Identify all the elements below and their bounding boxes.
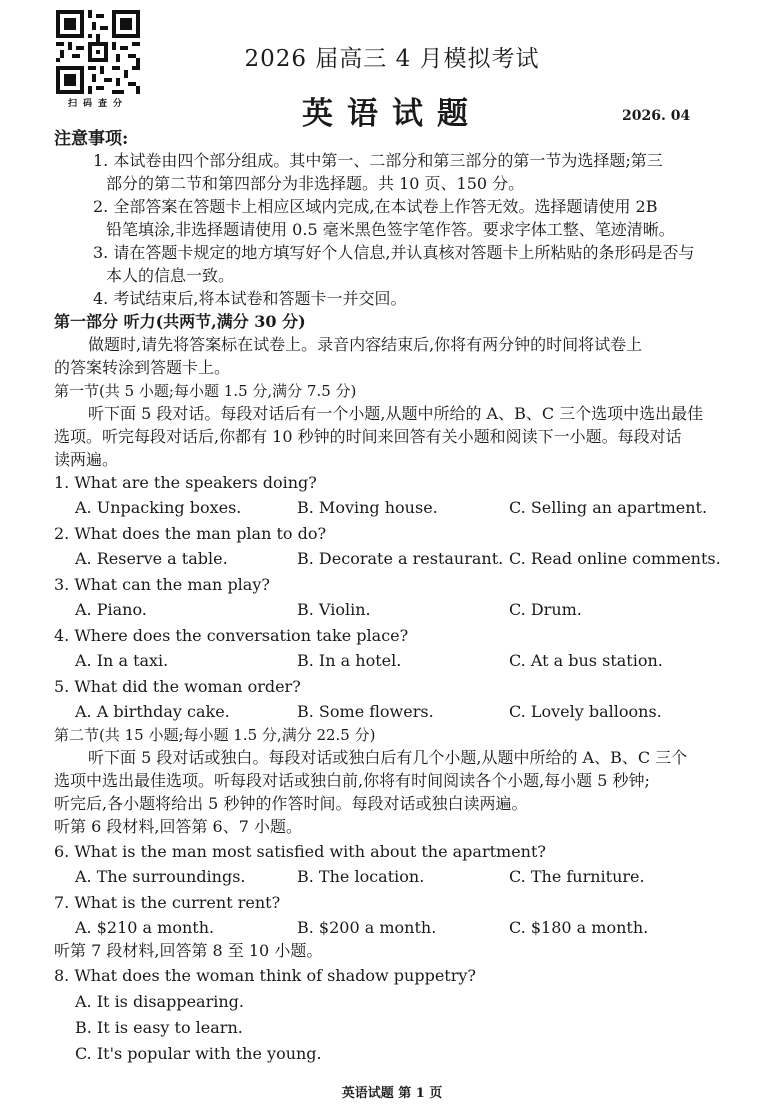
- option-b: B. In a hotel.: [297, 651, 402, 670]
- option-c: C. Selling an apartment.: [509, 498, 708, 517]
- option-b: B. Moving house.: [297, 498, 438, 517]
- option-a: A. It is disappearing.: [75, 992, 244, 1011]
- question-6: 6. What is the man most satisfied with about the apartment?: [54, 842, 546, 861]
- paper-title: 英语试题: [302, 96, 482, 132]
- notice-line: 1. 本试卷由四个部分组成。其中第一、二部分和第三部分的第一节为选择题;第三: [93, 151, 663, 170]
- material-6-note: 听第 6 段材料,回答第 6、7 小题。: [54, 817, 302, 836]
- section2-intro: 听下面 5 段对话或独白。每段对话或独白后有几个小题,从题中所给的 A、B、C 三个: [88, 748, 688, 767]
- option-b: B. $200 a month.: [297, 918, 437, 937]
- notice-title: 注意事项:: [54, 129, 129, 149]
- notice-line: 本人的信息一致。: [106, 266, 235, 285]
- option-c: C. Lovely balloons.: [509, 702, 662, 721]
- question-2: 2. What does the man plan to do?: [54, 524, 327, 543]
- option-a: A. Piano.: [75, 600, 147, 619]
- notice-line: 4. 考试结束后,将本试卷和答题卡一并交回。: [93, 289, 407, 308]
- section2-intro: 选项中选出最佳选项。听每段对话或独白前,你将有时间阅读各个小题,每小题 5 秒钟;: [54, 771, 650, 790]
- section1-title: 第一节(共 5 小题;每小题 1.5 分,满分 7.5 分): [54, 382, 357, 400]
- option-b: B. Decorate a restaurant.: [297, 549, 504, 568]
- question-5: 5. What did the woman order?: [54, 677, 301, 696]
- question-4: 4. Where does the conversation take place?: [54, 626, 409, 645]
- option-b: B. The location.: [297, 867, 425, 886]
- notice-line: 3. 请在答题卡规定的地方填写好个人信息,并认真核对答题卡上所粘贴的条形码是否与: [93, 243, 695, 262]
- notice-line: 铅笔填涂,非选择题请使用 0.5 毫米黑色签字笔作答。要求字体工整、笔迹清晰。: [106, 220, 675, 239]
- section2-intro: 听完后,各小题将给出 5 秒钟的作答时间。每段对话或独白读两遍。: [54, 794, 528, 813]
- section1-intro: 读两遍。: [54, 450, 119, 469]
- option-b: B. Some flowers.: [297, 702, 434, 721]
- option-c: C. The furniture.: [509, 867, 645, 886]
- section1-intro: 选项。听完每段对话后,你都有 10 秒钟的时间来回答有关小题和阅读下一小题。每段对话: [54, 427, 682, 446]
- option-a: A. In a taxi.: [75, 651, 169, 670]
- notice-line: 2. 全部答案在答题卡上相应区域内完成,在本试卷上作答无效。选择题请使用 2B: [93, 197, 658, 216]
- option-c: C. $180 a month.: [509, 918, 649, 937]
- question-8: 8. What does the woman think of shadow puppetry?: [54, 966, 476, 985]
- part1-intro: 的答案转涂到答题卡上。: [54, 358, 231, 377]
- option-a: A. Unpacking boxes.: [75, 498, 242, 517]
- part1-title: 第一部分 听力(共两节,满分 30 分): [54, 312, 306, 331]
- section1-intro: 听下面 5 段对话。每段对话后有一个小题,从题中所给的 A、B、C 三个选项中选出最佳: [88, 404, 704, 423]
- question-7: 7. What is the current rent?: [54, 893, 281, 912]
- section2-title: 第二节(共 15 小题;每小题 1.5 分,满分 22.5 分): [54, 726, 376, 744]
- question-1: 1. What are the speakers doing?: [54, 473, 317, 492]
- question-3: 3. What can the man play?: [54, 575, 270, 594]
- qr-caption: 扫码查分: [67, 99, 128, 109]
- exam-date: 2026. 04: [622, 108, 691, 124]
- exam-title: 2026 届高三 4 月模拟考试: [244, 46, 540, 72]
- page-footer: 英语试题 第 1 页: [341, 1086, 443, 1101]
- option-a: A. A birthday cake.: [75, 702, 230, 721]
- option-a: A. Reserve a table.: [75, 549, 228, 568]
- option-c: C. It's popular with the young.: [75, 1044, 322, 1063]
- option-b: B. It is easy to learn.: [75, 1018, 243, 1037]
- option-b: B. Violin.: [297, 600, 371, 619]
- part1-intro: 做题时,请先将答案标在试卷上。录音内容结束后,你将有两分钟的时间将试卷上: [88, 335, 643, 354]
- option-a: A. $210 a month.: [75, 918, 215, 937]
- material-7-note: 听第 7 段材料,回答第 8 至 10 小题。: [54, 941, 323, 960]
- option-c: C. Read online comments.: [509, 549, 721, 568]
- option-c: C. Drum.: [509, 600, 582, 619]
- option-a: A. The surroundings.: [75, 867, 246, 886]
- notice-line: 部分的第二节和第四部分为非选择题。共 10 页、150 分。: [106, 174, 525, 193]
- option-c: C. At a bus station.: [509, 651, 663, 670]
